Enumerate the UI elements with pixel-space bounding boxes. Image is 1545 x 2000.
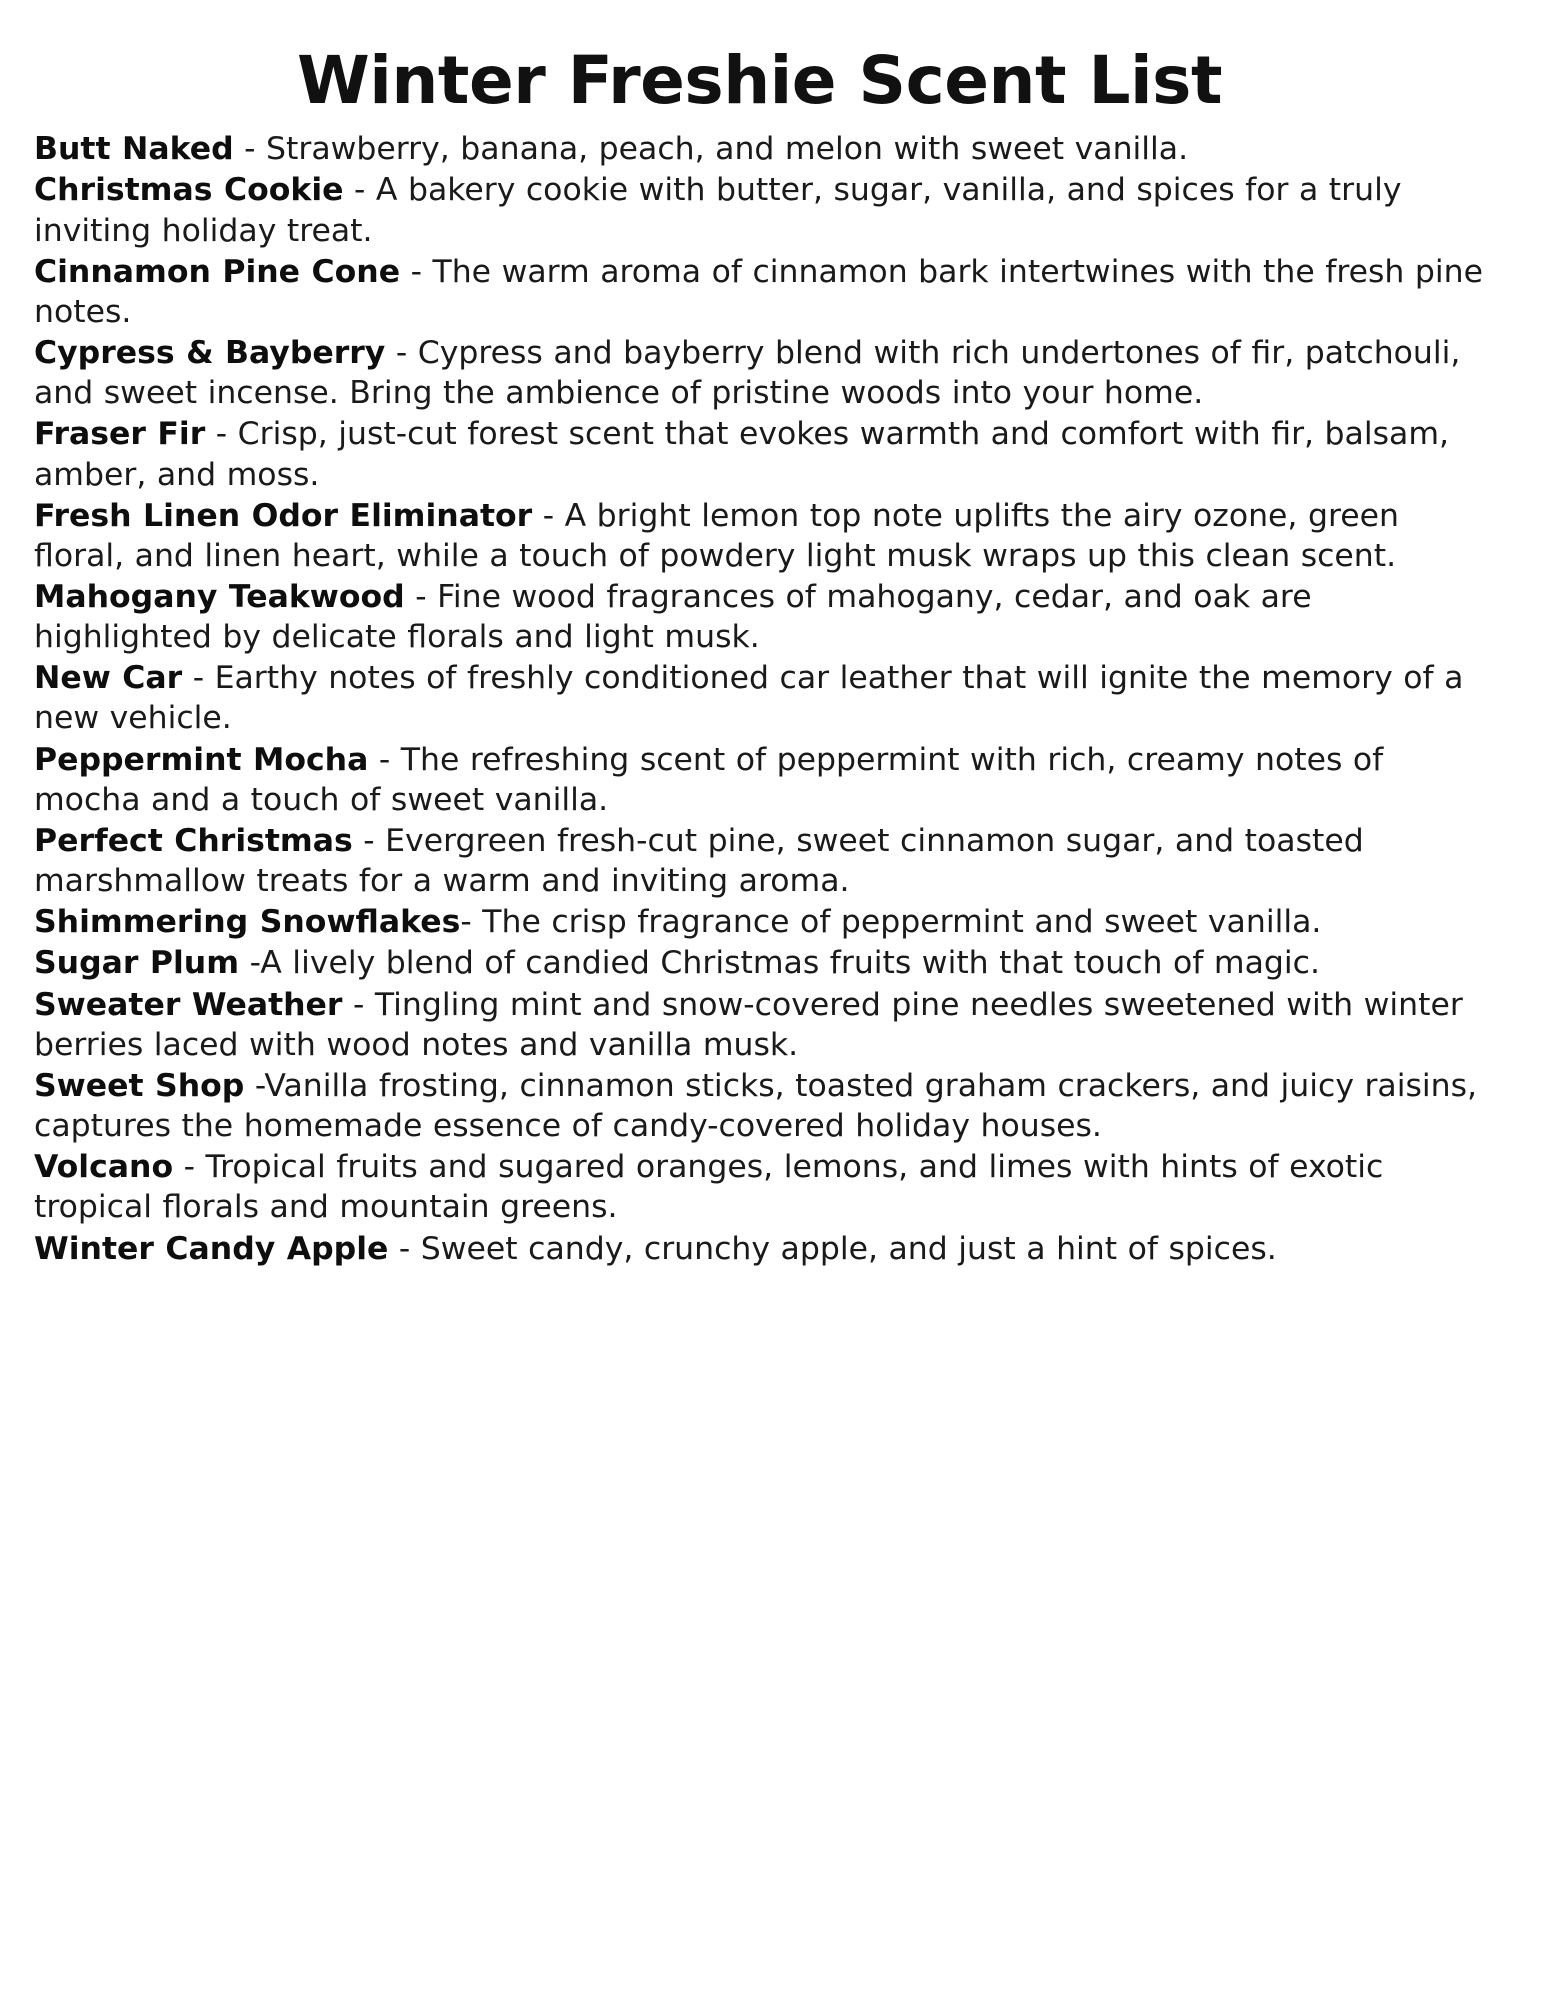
- scent-description: - Crisp, just-cut forest scent that evokes warmth and comfort with fir, balsam, amber, and moss.: [34, 416, 1450, 493]
- list-item: [34, 252, 1485, 332]
- scent-description: -Vanilla frosting, cinnamon sticks, toasted graham crackers, and juicy raisins, captures the homemade essence of candy-covered holiday houses.: [34, 1067, 1478, 1145]
- list-item: [34, 414, 1485, 494]
- scent-description: - Sweet candy, crunchy apple, and just a hint of spices.: [388, 1230, 1277, 1267]
- scent-name: Peppermint Mocha: [34, 741, 369, 778]
- scent-name: Mahogany Teakwood: [34, 579, 405, 616]
- scent-description: - The refreshing scent of peppermint with rich, creamy notes of mocha and a touch of sweet vanilla.: [34, 741, 1384, 818]
- list-item: [34, 658, 1485, 738]
- scent-description: - Evergreen fresh-cut pine, sweet cinnamon sugar, and toasted marshmallow treats for a warm and inviting aroma.: [34, 822, 1364, 900]
- scent-name: Volcano: [34, 1149, 174, 1186]
- list-item: [34, 821, 1485, 901]
- scent-name: Butt Naked: [34, 131, 234, 168]
- scent-description: - Tropical fruits and sugared oranges, lemons, and limes with hints of exotic tropical florals and mountain greens.: [34, 1149, 1384, 1226]
- scent-description: - Strawberry, banana, peach, and melon with sweet vanilla.: [233, 131, 1189, 168]
- list-item: [34, 333, 1485, 413]
- list-item: [34, 496, 1485, 576]
- scent-name: Shimmering Snowflakes: [34, 904, 461, 941]
- list-item: [34, 943, 1485, 983]
- list-item: [34, 577, 1485, 657]
- scent-name: Winter Candy Apple: [34, 1230, 389, 1267]
- list-item: [34, 740, 1485, 820]
- scent-description: - Cypress and bayberry blend with rich undertones of fir, patchouli, and sweet incense. Bring the ambience of pristine woods into your home.: [34, 335, 1461, 412]
- scent-description: - The crisp fragrance of peppermint and sweet vanilla.: [460, 904, 1322, 941]
- scent-description: - The warm aroma of cinnamon bark intertwines with the fresh pine notes.: [34, 253, 1483, 330]
- scent-name: Sugar Plum: [34, 945, 240, 982]
- list-item: [34, 985, 1485, 1065]
- scent-description: - Earthy notes of freshly conditioned car leather that will ignite the memory of a new vehicle.: [34, 660, 1464, 737]
- scent-name: Fraser Fir: [34, 416, 206, 453]
- list-item: [34, 1066, 1485, 1146]
- list-item: [34, 1229, 1485, 1269]
- scent-name: Perfect Christmas: [34, 822, 353, 859]
- page-title: Winter Freshie Scent List: [296, 42, 1222, 119]
- scent-name: Fresh Linen Odor Eliminator: [34, 497, 533, 534]
- scent-description: - A bright lemon top note uplifts the airy ozone, green floral, and linen heart, while a touch of powdery light musk wraps up this clean scent.: [34, 497, 1399, 574]
- list-item: [34, 902, 1485, 942]
- list-item: [34, 129, 1485, 169]
- scent-name: Sweater Weather: [34, 986, 343, 1023]
- scent-name: Sweet Shop: [34, 1067, 245, 1104]
- scent-name: New Car: [34, 660, 183, 697]
- scent-list: [34, 129, 1485, 1268]
- list-item: [34, 170, 1485, 250]
- scent-name: Christmas Cookie: [34, 172, 344, 209]
- scent-name: Cinnamon Pine Cone: [34, 253, 401, 290]
- scent-description: -A lively blend of candied Christmas fruits with that touch of magic.: [239, 945, 1320, 982]
- scent-name: Cypress & Bayberry: [34, 335, 386, 372]
- scent-description: - Fine wood fragrances of mahogany, cedar, and oak are highlighted by delicate florals and light musk.: [34, 579, 1312, 656]
- scent-description: - A bakery cookie with butter, sugar, vanilla, and spices for a truly inviting holiday treat.: [34, 172, 1402, 249]
- scent-description: - Tingling mint and snow-covered pine needles sweetened with winter berries laced with wood notes and vanilla musk.: [34, 986, 1463, 1063]
- list-item: [34, 1147, 1485, 1227]
